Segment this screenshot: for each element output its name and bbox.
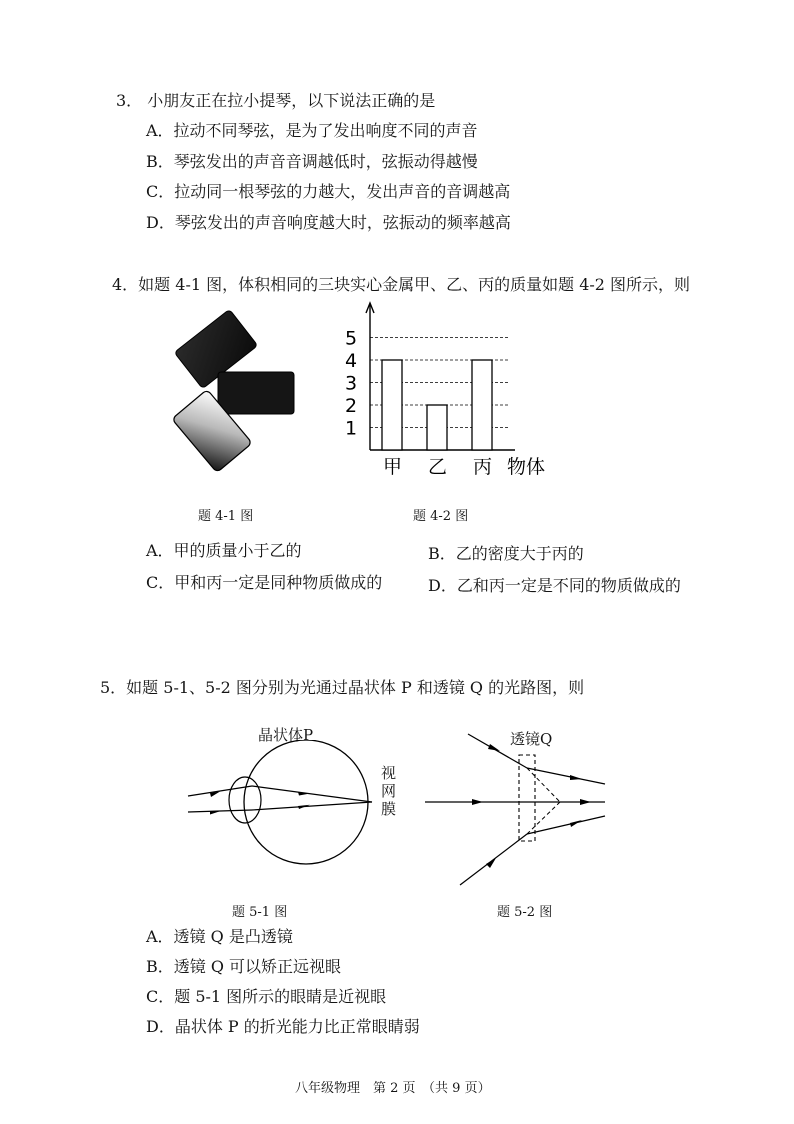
chart-x-tick-label: 甲 bbox=[383, 456, 403, 478]
q5-stem: 5．如题 5-1、5-2 图分别为光通过晶状体 P 和透镜 Q 的光路图，则 bbox=[100, 678, 585, 697]
figure-4-2-chart bbox=[335, 295, 565, 485]
q5-option-a: A．透镜 Q 是凸透镜 bbox=[146, 927, 293, 946]
q4-option-c: C．甲和丙一定是同种物质做成的 bbox=[146, 573, 383, 592]
q3-option-b: B．琴弦发出的声音音调越低时，弦振动得越慢 bbox=[146, 152, 478, 171]
q3-option-c: C．拉动同一根琴弦的力越大，发出声音的音调越高 bbox=[146, 182, 511, 201]
retina-label-char-1: 视 bbox=[381, 764, 397, 782]
chart-bar-3 bbox=[472, 360, 492, 450]
q4-option-b: B．乙的密度大于丙的 bbox=[428, 544, 584, 563]
page-footer: 八年级物理 第 2 页 （共 9 页） bbox=[295, 1081, 491, 1096]
lens-p-label: 晶状体P bbox=[258, 726, 314, 744]
figure-4-2-caption: 题 4-2 图 bbox=[413, 509, 469, 524]
chart-y-tick-label: 1 bbox=[345, 417, 358, 440]
chart-x-axis-label: 物体 bbox=[507, 456, 546, 478]
chart-y-tick-label: 3 bbox=[345, 372, 358, 395]
lens-q-label: 透镜Q bbox=[510, 730, 553, 748]
retina-label-char-3: 膜 bbox=[381, 800, 397, 818]
chart-bar-1 bbox=[382, 360, 402, 450]
q3-stem: 3． 小朋友正在拉小提琴，以下说法正确的是 bbox=[116, 91, 436, 110]
figure-5-2-caption: 题 5-2 图 bbox=[497, 905, 553, 920]
chart-bar-2 bbox=[427, 405, 447, 450]
figure-4-1-caption: 题 4-1 图 bbox=[198, 509, 254, 524]
retina-label bbox=[381, 764, 396, 818]
chart-x-tick-label: 丙 bbox=[473, 456, 493, 478]
q4-option-a: A．甲的质量小于乙的 bbox=[146, 541, 302, 560]
q5-option-b: B．透镜 Q 可以矫正远视眼 bbox=[146, 957, 342, 976]
q4-stem: 4．如题 4-1 图，体积相同的三块实心金属甲、乙、丙的质量如题 4-2 图所示，则 bbox=[112, 275, 691, 294]
retina-label-char-2: 网 bbox=[381, 782, 397, 800]
q3-option-a: A．拉动不同琴弦，是为了发出响度不同的声音 bbox=[146, 121, 478, 140]
q4-option-d: D．乙和丙一定是不同的物质做成的 bbox=[428, 576, 681, 595]
figure-4-1 bbox=[165, 300, 305, 480]
chart-y-tick-label: 5 bbox=[345, 327, 358, 350]
q5-option-c: C．题 5-1 图所示的眼睛是近视眼 bbox=[146, 987, 387, 1006]
figure-5-2-lens bbox=[420, 730, 610, 890]
q5-option-d: D．晶状体 P 的折光能力比正常眼睛弱 bbox=[146, 1017, 420, 1036]
figure-5-1-eye bbox=[180, 740, 380, 870]
chart-y-tick-label: 4 bbox=[345, 350, 358, 372]
block-yi bbox=[218, 372, 294, 414]
chart-x-tick-label: 乙 bbox=[428, 456, 448, 478]
q3-option-d: D．琴弦发出的声音响度越大时，弦振动的频率越高 bbox=[146, 213, 511, 232]
eyeball-outline bbox=[244, 740, 368, 864]
chart-y-tick-label: 2 bbox=[345, 395, 358, 417]
figure-5-1-caption: 题 5-1 图 bbox=[232, 905, 288, 920]
